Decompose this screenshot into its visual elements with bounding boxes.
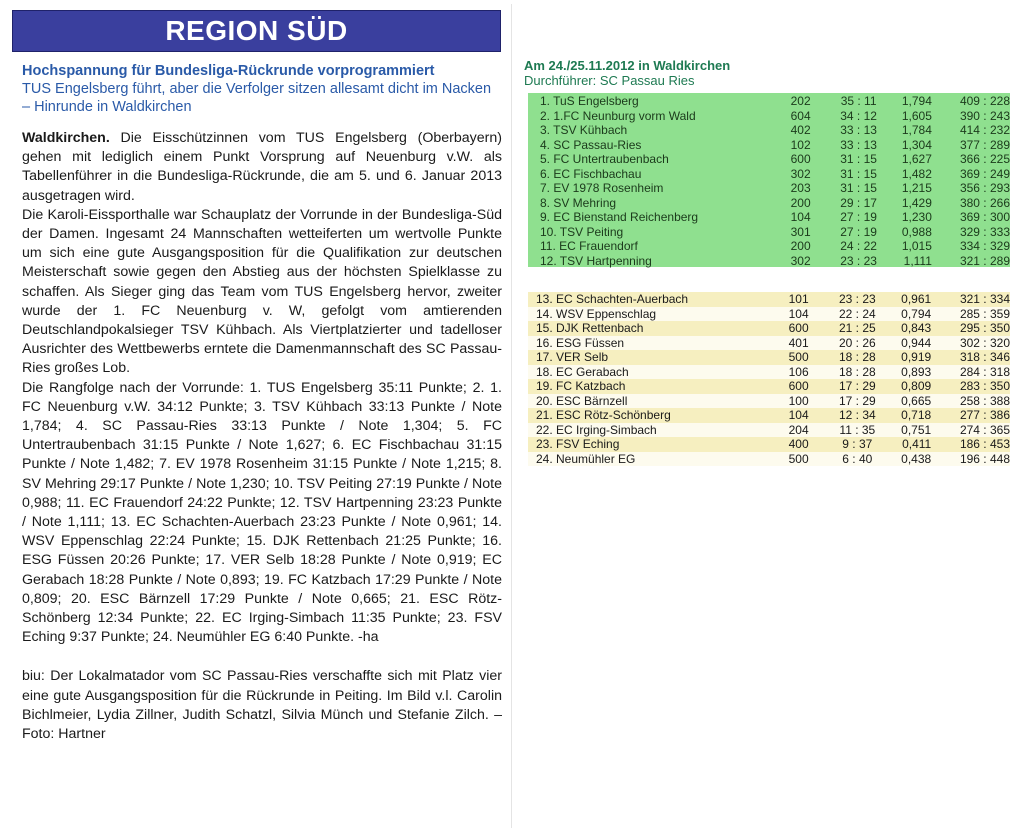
team-number: 500 [788, 350, 809, 364]
team-name: 11. EC Frauendorf [540, 239, 638, 253]
team-note: 0,794 [901, 306, 932, 321]
team-note: 0,961 [901, 292, 932, 306]
team-name: 13. EC Schachten-Auerbach [536, 292, 689, 306]
team-note: 0,843 [901, 321, 932, 335]
photo-caption: biu: Der Lokalmatador vom SC Passau-Ries verschaffte sich mit Platz vier eine gute Ausgangsposition für die Rückrunde in Peiting. Im Bild v.l. Carolin Bichlmeier, Lydia Zillner, Judith Schatzl, Silvia Münch und Stefanie Zilch. – Foto: Hartner [22, 668, 502, 743]
team-note: 0,809 [901, 379, 932, 393]
standings-row [528, 94, 1010, 109]
team-note: 0,988 [901, 224, 932, 239]
team-note: 0,718 [901, 408, 932, 422]
team-name: 5. FC Untertraubenbach [540, 152, 669, 166]
standings-title: Am 24./25.11.2012 in Waldkirchen [524, 58, 731, 73]
standings-row [528, 239, 1010, 254]
standings-row [528, 423, 1010, 438]
team-stock-ratio: 334 : 329 [959, 239, 1010, 253]
team-points: 23 : 23 [840, 253, 877, 268]
team-points: 6 : 40 [842, 451, 873, 466]
team-note: 0,665 [901, 393, 932, 408]
article-dateline: Waldkirchen. [22, 130, 110, 146]
standings-row [528, 321, 1010, 336]
article-lead-text: Die Eisschützinnen vom TUS Engelsberg (Oberbayern) gehen mit lediglich einem Punkt Vorsprung auf Neuenburg v.W. als Tabellenführer in die Bundesliga-Rückrunde, die am 5. und 6. Januar 2013 ausgetragen wird. [22, 130, 502, 204]
team-note: 1,784 [901, 123, 932, 137]
standings-row [528, 365, 1010, 380]
team-name: 7. EV 1978 Rosenheim [540, 181, 664, 195]
team-note: 1,215 [901, 181, 932, 195]
team-note: 0,438 [901, 451, 932, 466]
team-stock-ratio: 196 : 448 [959, 451, 1010, 466]
team-number: 204 [788, 422, 809, 437]
top-standings-table [528, 94, 1010, 268]
team-points: 24 : 22 [840, 239, 877, 253]
team-points: 21 : 25 [838, 321, 876, 335]
team-note: 1,794 [901, 94, 932, 108]
team-name: 16. ESG Füssen [536, 335, 625, 350]
standings-row [528, 210, 1010, 225]
team-points: 27 : 19 [840, 224, 877, 239]
standings-row [528, 437, 1010, 452]
team-name: 24. Neumühler EG [536, 451, 636, 466]
team-stock-ratio: 284 : 318 [959, 364, 1010, 379]
team-points: 11 : 35 [839, 422, 876, 437]
lower-standings-table [528, 292, 1010, 466]
banner-title: REGION SÜD [165, 15, 348, 46]
team-stock-ratio: 321 : 289 [959, 253, 1010, 268]
standings-row [528, 307, 1010, 322]
team-points: 17 : 29 [838, 393, 876, 408]
team-points: 31 : 15 [840, 181, 877, 195]
standings-row [528, 152, 1010, 167]
standings-row [528, 225, 1010, 240]
team-points: 34 : 12 [840, 108, 877, 123]
team-stock-ratio: 409 : 228 [959, 94, 1010, 108]
team-number: 104 [788, 306, 809, 321]
team-number: 200 [790, 239, 811, 253]
standings-row [528, 292, 1010, 307]
team-name: 10. TSV Peiting [540, 224, 624, 239]
team-note: 0,893 [901, 364, 932, 379]
team-name: 18. EC Gerabach [536, 364, 629, 379]
article-subhead: TUS Engelsberg führt, aber die Verfolger sitzen allesamt dicht im Nacken – Hinrunde in Waldkirchen [22, 81, 492, 115]
team-number: 500 [788, 451, 809, 466]
team-number: 400 [788, 437, 809, 451]
team-stock-ratio: 390 : 243 [959, 108, 1010, 123]
article-paragraph-1 [22, 129, 502, 206]
team-number: 106 [788, 364, 809, 379]
standings-row [528, 123, 1010, 138]
team-number: 202 [790, 94, 811, 108]
team-note: 0,944 [901, 335, 932, 350]
team-stock-ratio: 369 : 249 [959, 166, 1010, 181]
standings-row [528, 181, 1010, 196]
team-name: 15. DJK Rettenbach [536, 321, 644, 335]
team-stock-ratio: 377 : 289 [959, 137, 1010, 152]
standings-row [528, 109, 1010, 124]
team-stock-ratio: 302 : 320 [959, 335, 1010, 350]
standings-row [528, 138, 1010, 153]
team-stock-ratio: 295 : 350 [959, 321, 1010, 335]
team-stock-ratio: 329 : 333 [959, 224, 1010, 239]
team-points: 31 : 15 [840, 166, 877, 181]
team-points: 17 : 29 [838, 379, 876, 393]
column-divider [511, 4, 512, 828]
team-number: 302 [790, 253, 811, 268]
team-number: 401 [788, 335, 809, 350]
team-stock-ratio: 321 : 334 [959, 292, 1010, 306]
team-points: 35 : 11 [840, 94, 877, 108]
team-name: 6. EC Fischbachau [540, 166, 642, 181]
team-name: 12. TSV Hartpenning [540, 253, 652, 268]
article-paragraph-3: Die Rangfolge nach der Vorrunde: 1. TUS Engelsberg 35:11 Punkte; 2. 1. FC Neuenburg v.W. 34:12 Punkte; 3. TSV Kühbach 33:13 Punkte / Note 1,784; 4. SC Passau-Ries 33:13 Punkte / Note 1,304; 5. FC Untertraubenbach 31:15 Punkte / Note 1,627; 6. EC Fischbachau 31:15 Punkte / Note 1,482; 7. EV 1978 Rosenheim 31:15 Punkte / Note 1,215; 8. SV Mehring 29:17 Punkte / Note 1,230; 10. TSV Peiting 27:19 Punkte / Note 0,988; 11. EC Frauendorf 24:22 Punkte; 12. TSV Hartpenning 23:23 Punkte / Note 1,111; 13. EC Schachten-Auerbach 23:23 Punkte / Note 0,961; 14. WSV Eppenschlag 22:24 Punkte; 15. DJK Rettenbach 21:25 Punkte; 16. ESG Füssen 20:26 Punkte; 17. VER Selb 18:28 Punkte / Note 0,919; EC Gerabach 18:28 Punkte / Note 0,893; 19. FC Katzbach 17:29 Punkte / Note 0,809; 20. ESC Bärnzell 17:29 Punkte / Note 0,665; 21. ESC Rötz-Schönberg 12:34 Punkte; 22. EC Irging-Simbach 11:35 Punkte; 23. FSV Eching 9:37 Punkte; 24. Neumühler EG 6:40 Punkte. -ha [22, 379, 502, 646]
team-name: 19. FC Katzbach [536, 379, 626, 393]
team-note: 1,111 [903, 253, 932, 268]
team-points: 20 : 26 [838, 335, 876, 350]
team-note: 1,429 [901, 195, 932, 210]
standings-row [528, 336, 1010, 351]
team-stock-ratio: 318 : 346 [959, 350, 1010, 364]
team-points: 23 : 23 [838, 292, 876, 306]
team-stock-ratio: 285 : 359 [959, 306, 1010, 321]
standings-row [528, 394, 1010, 409]
standings-header [524, 58, 1014, 91]
team-points: 33 : 13 [840, 123, 877, 137]
team-stock-ratio: 414 : 232 [959, 123, 1010, 137]
team-stock-ratio: 186 : 453 [959, 437, 1010, 451]
team-points: 33 : 13 [840, 137, 877, 152]
team-number: 600 [790, 152, 811, 166]
team-number: 402 [790, 123, 811, 137]
team-points: 29 : 17 [840, 195, 877, 210]
standings-row [528, 350, 1010, 365]
team-name: 3. TSV Kühbach [540, 123, 628, 137]
team-number: 200 [790, 195, 811, 210]
article-headline: Hochspannung für Bundesliga-Rückrunde vorprogrammiert [22, 63, 435, 79]
team-number: 102 [790, 137, 811, 152]
team-points: 27 : 19 [840, 210, 877, 224]
team-number: 600 [788, 379, 809, 393]
team-stock-ratio: 380 : 266 [959, 195, 1010, 210]
team-note: 1,627 [901, 152, 932, 166]
team-note: 0,411 [902, 437, 932, 451]
team-name: 17. VER Selb [536, 350, 609, 364]
team-number: 100 [788, 393, 809, 408]
team-stock-ratio: 274 : 365 [959, 422, 1010, 437]
team-stock-ratio: 277 : 386 [959, 408, 1010, 422]
team-name: 14. WSV Eppenschlag [536, 306, 657, 321]
team-name: 23. FSV Eching [536, 437, 620, 451]
team-note: 1,304 [901, 137, 932, 152]
team-note: 1,605 [901, 108, 932, 123]
team-note: 0,751 [901, 422, 932, 437]
team-number: 203 [790, 181, 811, 195]
standings-row [528, 408, 1010, 423]
team-stock-ratio: 366 : 225 [959, 152, 1010, 166]
team-note: 1,015 [901, 239, 932, 253]
team-points: 31 : 15 [840, 152, 877, 166]
article [22, 62, 502, 758]
team-stock-ratio: 283 : 350 [959, 379, 1010, 393]
standings-row [528, 254, 1010, 269]
standings-subtitle: Durchführer: SC Passau Ries [524, 73, 695, 88]
team-number: 101 [788, 292, 809, 306]
team-points: 18 : 28 [838, 350, 876, 364]
team-number: 104 [788, 408, 809, 422]
standings-row [528, 196, 1010, 211]
team-note: 0,919 [901, 350, 932, 364]
team-points: 12 : 34 [838, 408, 876, 422]
team-stock-ratio: 369 : 300 [959, 210, 1010, 224]
team-points: 9 : 37 [842, 437, 873, 451]
team-name: 2. 1.FC Neunburg vorm Wald [540, 108, 696, 123]
standings-row [528, 379, 1010, 394]
team-stock-ratio: 258 : 388 [959, 393, 1010, 408]
team-name: 20. ESC Bärnzell [536, 393, 628, 408]
team-number: 301 [790, 224, 811, 239]
standings-row [528, 167, 1010, 182]
team-name: 8. SV Mehring [540, 195, 617, 210]
team-name: 22. EC Irging-Simbach [536, 422, 657, 437]
team-name: 4. SC Passau-Ries [540, 137, 642, 152]
region-banner [12, 10, 501, 52]
team-note: 1,230 [901, 210, 932, 224]
team-name: 21. ESC Rötz-Schönberg [536, 408, 671, 422]
team-number: 604 [790, 108, 811, 123]
team-number: 600 [788, 321, 809, 335]
team-note: 1,482 [901, 166, 932, 181]
team-points: 18 : 28 [838, 364, 876, 379]
article-paragraph-2: Die Karoli-Eissporthalle war Schauplatz der Vorrunde in der Bundesliga-Süd der Damen. Ingesamt 24 Mannschaften wetteiferten um wertvolle Punkte um sich eine gute Ausgangsposition für die Qualifikation zur deutschen Meisterschaft sowie gegen den Abstieg aus der höchsten Spielklasse zu schaffen. Als Sieger ging das Team vom TUS Engelsberg hervor, zweiter wurde der 1. FC Neuenburg v. W, gefolgt vom amtierenden Deutschlandpokalsieger TSV Kühbach. Als Viertplatzierter und tadelloser Ausrichter des Wettbewerbs erntete die Damenmannschaft des SC Passau-Ries großes Lob. [22, 206, 502, 377]
team-points: 22 : 24 [838, 306, 876, 321]
team-number: 302 [790, 166, 811, 181]
standings-row [528, 452, 1010, 467]
team-number: 104 [790, 210, 811, 224]
team-stock-ratio: 356 : 293 [959, 181, 1010, 195]
team-name: 1. TuS Engelsberg [540, 94, 639, 108]
team-name: 9. EC Bienstand Reichenberg [540, 210, 699, 224]
